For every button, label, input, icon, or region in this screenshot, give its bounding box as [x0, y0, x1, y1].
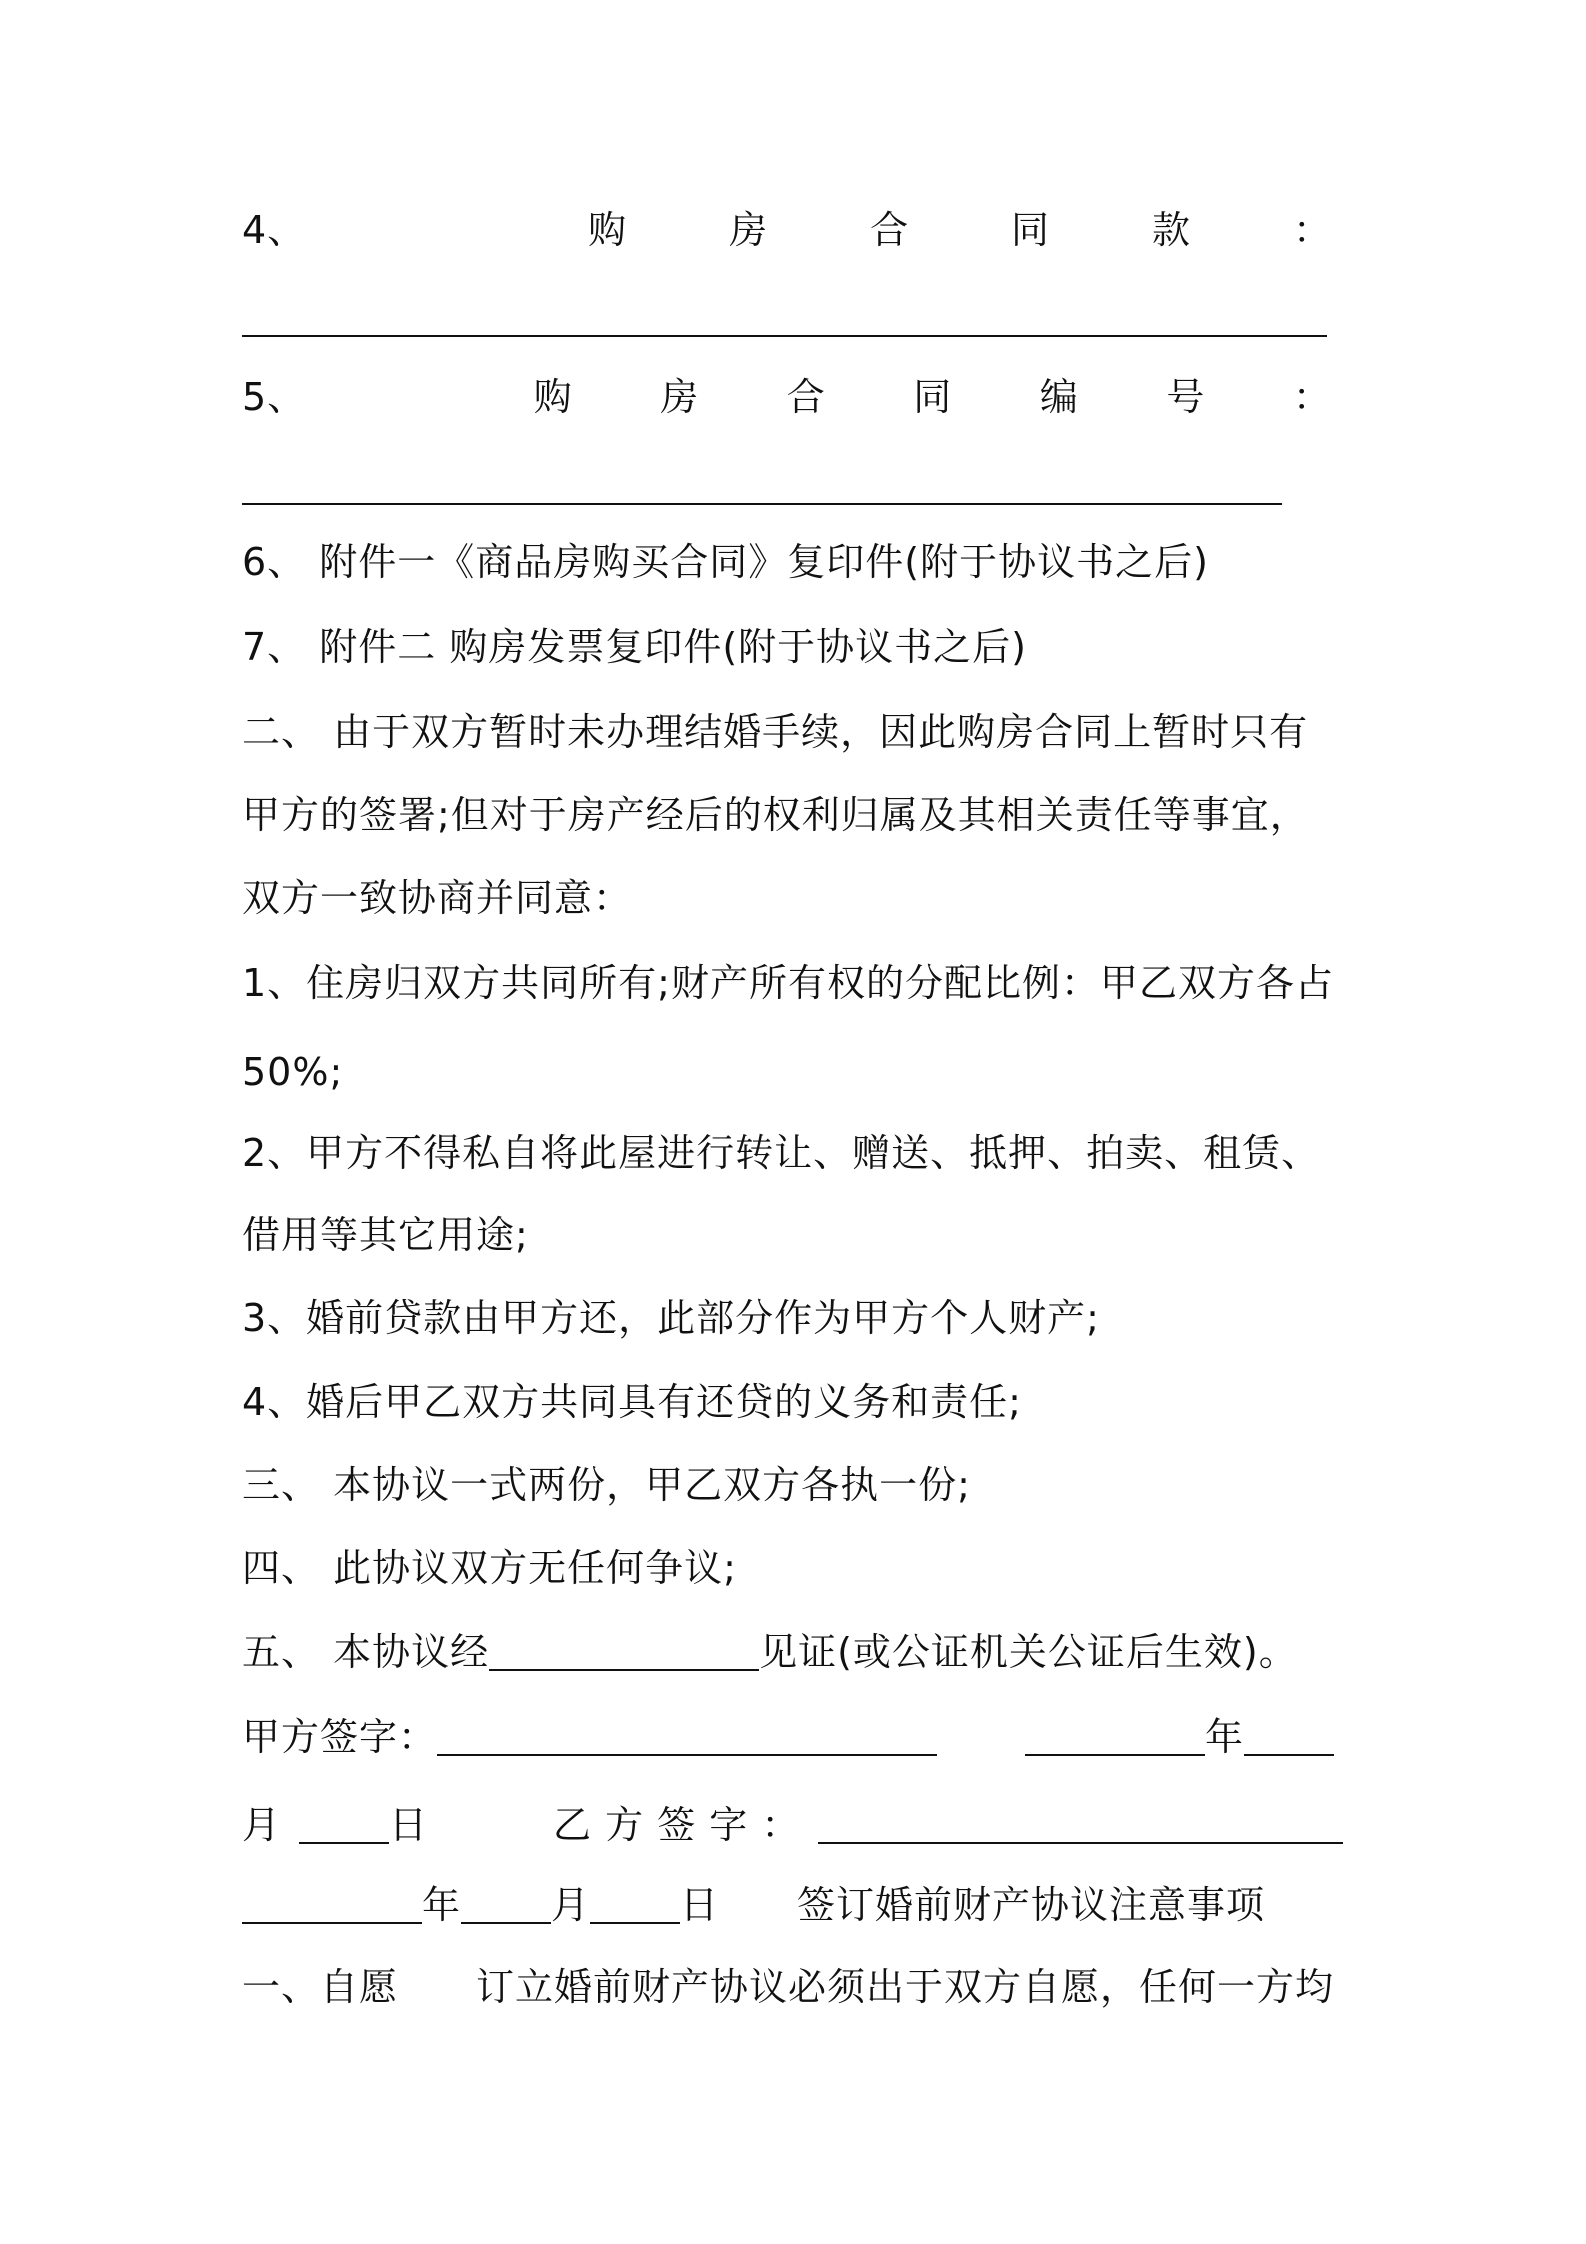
party-a-label: 甲方签字：: [242, 1715, 438, 1759]
witness-blank: [489, 1629, 759, 1671]
section-5: [242, 1627, 1352, 1677]
section-3: 三、 本协议一式两份，甲乙双方各执一份;: [242, 1463, 971, 1507]
item-4-char: 同: [1011, 208, 1051, 252]
item-5-char: 购: [533, 375, 573, 419]
day-label: 日: [389, 1803, 429, 1847]
year-blank: [1025, 1714, 1205, 1756]
month-label: 月: [242, 1803, 282, 1847]
clause-1-line-1: 1、住房归双方共同所有;财产所有权的分配比例：甲乙双方各占: [242, 961, 1334, 1005]
item-4-char: 购: [588, 208, 628, 252]
year-label: 年: [1205, 1715, 1245, 1759]
signature-a: [242, 1712, 1352, 1762]
item-4: [242, 205, 1352, 255]
day-label-b: 日: [680, 1883, 720, 1927]
section-5-prefix: 五、 本协议经: [242, 1630, 490, 1674]
notes-item-1-text: 订立婚前财产协议必须出于双方自愿，任何一方均: [476, 1965, 1335, 2009]
item-7: 7、 附件二 购房发票复印件(附于协议书之后): [242, 625, 1027, 669]
item-5-num: 5、: [242, 375, 307, 419]
item-5-char: 同: [913, 375, 953, 419]
party-a-blank: [437, 1714, 937, 1756]
item-4-char: 款: [1152, 208, 1192, 252]
clause-3: 3、婚前贷款由甲方还，此部分作为甲方个人财产;: [242, 1296, 1100, 1340]
notes-item-1: [242, 1962, 1352, 2012]
item-5: [242, 372, 1352, 422]
item-4-char: ：: [1292, 208, 1332, 252]
item-4-blank: [242, 335, 1327, 337]
item-4-num: 4、: [242, 208, 307, 252]
item-5-char: 房: [660, 375, 700, 419]
item-5-blank: [242, 503, 1282, 505]
clause-1-line-2: 50%;: [242, 1050, 344, 1094]
item-4-char: 房: [729, 208, 769, 252]
month-blank-b: [461, 1882, 551, 1924]
item-6: 6、 附件一《商品房购买合同》复印件(附于协议书之后): [242, 540, 1209, 584]
item-4-spread: [242, 205, 1332, 255]
section-5-suffix: 见证(或公证机关公证后生效)。: [759, 1630, 1298, 1674]
clause-2-line-2: 借用等其它用途;: [242, 1213, 529, 1257]
year-label-b: 年: [422, 1883, 462, 1927]
party-b-blank: [818, 1802, 1343, 1844]
year-blank-b: [242, 1882, 422, 1924]
item-5-char: 合: [786, 375, 826, 419]
item-5-spread: [242, 372, 1332, 422]
day-blank-b: [590, 1882, 680, 1924]
month-label-b: 月: [551, 1883, 591, 1927]
item-5-char: ：: [1292, 375, 1332, 419]
section-2-line-3: 双方一致协商并同意：: [242, 876, 633, 920]
party-b-label: 乙 方 签 字 ：: [553, 1803, 801, 1847]
item-4-char: 合: [870, 208, 910, 252]
day-blank: [299, 1802, 389, 1844]
notes-title: 签订婚前财产协议注意事项: [797, 1883, 1266, 1927]
month-blank: [1244, 1714, 1334, 1756]
item-5-char: 编: [1039, 375, 1079, 419]
clause-4: 4、婚后甲乙双方共同具有还贷的义务和责任;: [242, 1380, 1022, 1424]
clause-2-line-1: 2、甲方不得私自将此屋进行转让、赠送、抵押、拍卖、租赁、: [242, 1131, 1321, 1175]
section-2-line-1: 二、 由于双方暂时未办理结婚手续，因此购房合同上暂时只有: [242, 710, 1309, 754]
date-line: [242, 1880, 1352, 1930]
signature-b: [242, 1800, 1352, 1850]
notes-item-1-label: 一、自愿: [242, 1965, 399, 2009]
item-5-char: 号: [1166, 375, 1206, 419]
section-2-line-2: 甲方的签署;但对于房产经后的权利归属及其相关责任等事宜，: [242, 793, 1309, 837]
section-4: 四、 此协议双方无任何争议;: [242, 1546, 737, 1590]
